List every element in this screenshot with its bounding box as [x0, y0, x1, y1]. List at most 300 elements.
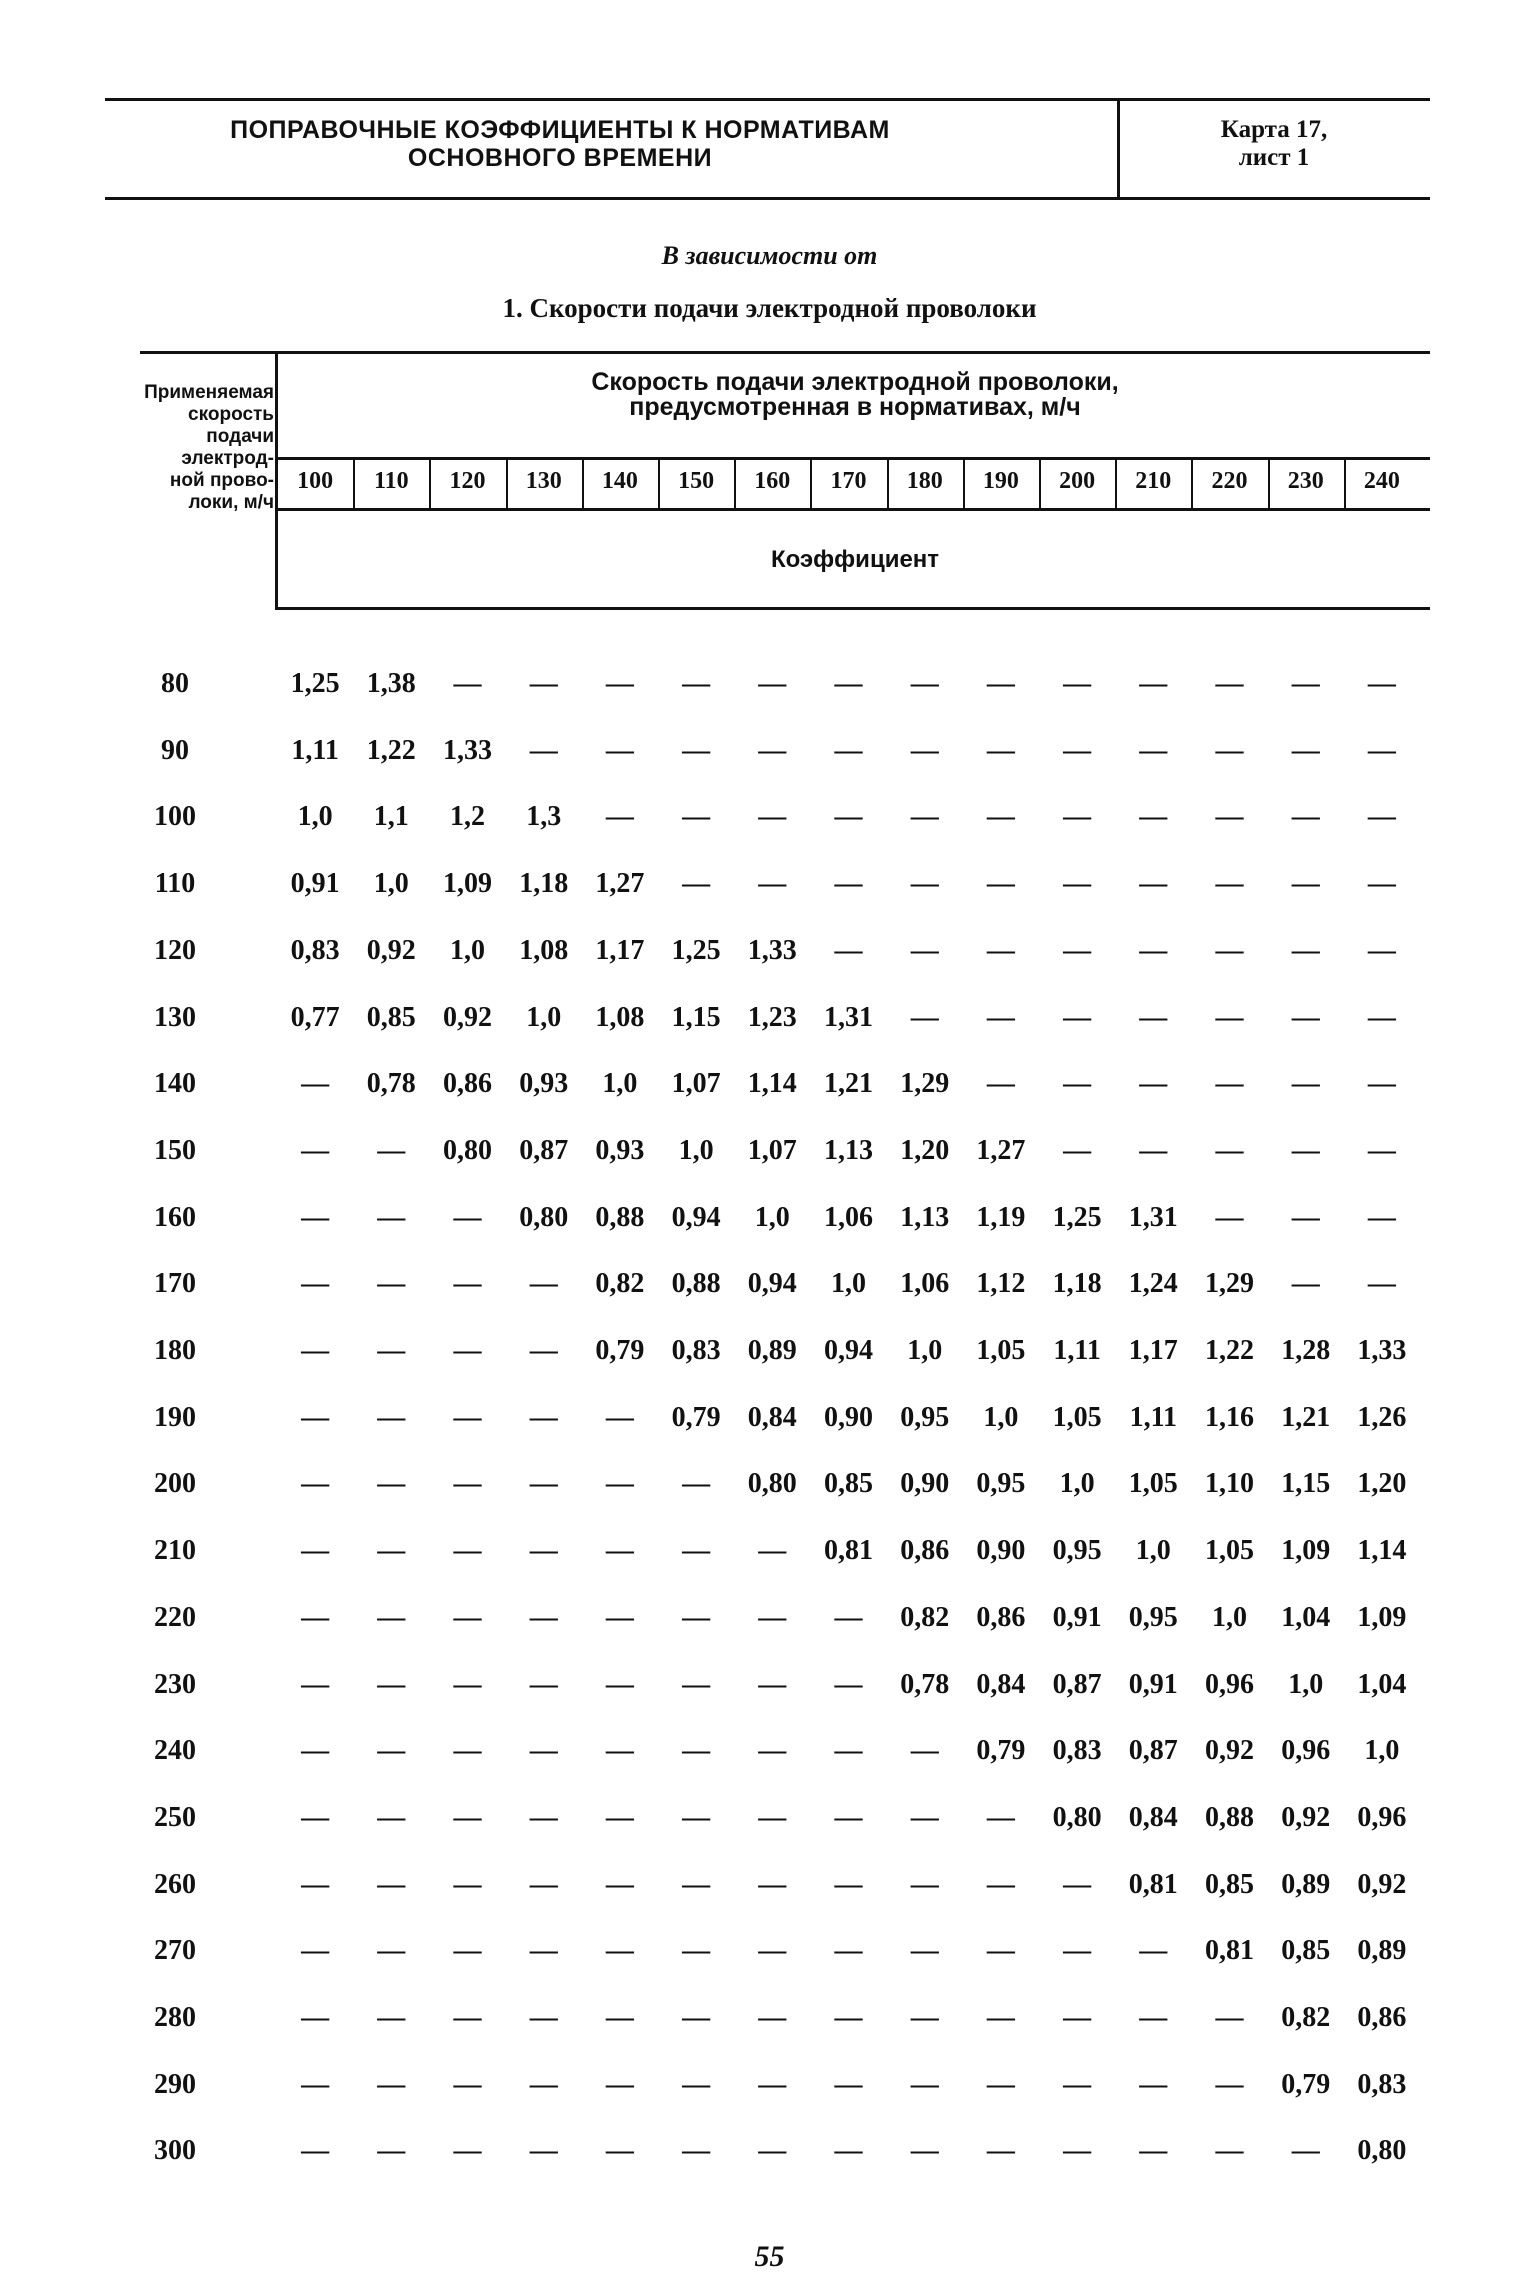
table-cell: 1,29: [900, 1068, 950, 1100]
table-cell: —: [453, 2068, 482, 2100]
table-cell: 0,92: [1281, 1801, 1331, 1833]
row-label: 140: [154, 1068, 196, 1100]
title-line-1: ПОПРАВОЧНЫЕ КОЭФФИЦИЕНТЫ К НОРМАТИВАМ: [230, 116, 890, 144]
row-label: 200: [154, 1468, 196, 1500]
table-top-rule: [140, 351, 1430, 354]
table-cell: 1,09: [1357, 1601, 1407, 1633]
column-header-cell: 200: [1059, 468, 1096, 494]
column-separator: [429, 459, 431, 509]
table-cell: —: [1215, 1201, 1244, 1233]
table-cell: —: [377, 1735, 406, 1767]
row-header-line: электрод-: [181, 448, 274, 469]
table-cell: —: [377, 2068, 406, 2100]
table-cell: —: [453, 1401, 482, 1433]
table-cell: —: [986, 1868, 1015, 1900]
table-cell: —: [1291, 668, 1320, 699]
table-cell: —: [1063, 868, 1092, 900]
table-cell: —: [758, 1535, 787, 1567]
table-cell: 0,91: [1052, 1601, 1102, 1633]
card-reference: [1124, 116, 1424, 172]
table-cell: —: [453, 668, 482, 699]
table-cell: —: [758, 2002, 787, 2033]
table-cell: —: [529, 668, 558, 699]
table-cell: 1,33: [443, 734, 492, 766]
table-cell: 0,86: [443, 1068, 492, 1100]
table-cell: —: [1367, 1201, 1396, 1233]
table-cell: 0,90: [976, 1535, 1026, 1567]
table-cell: 1,20: [900, 1134, 950, 1166]
table-cell: —: [377, 1801, 406, 1833]
table-cell: —: [834, 2068, 863, 2100]
table-cell: —: [1291, 1001, 1320, 1033]
table-cell: 1,27: [595, 868, 645, 900]
table-cell: —: [682, 801, 711, 833]
table-cell: 1,0: [907, 1335, 943, 1366]
table-cell: —: [529, 1601, 558, 1633]
table-cell: —: [301, 2135, 330, 2167]
table-cell: —: [453, 1868, 482, 1900]
table-cell: —: [1063, 1134, 1092, 1166]
table-cell: —: [1063, 668, 1092, 699]
table-cell: —: [301, 1335, 330, 1366]
table-cell: —: [682, 1468, 711, 1500]
table-cell: —: [377, 1268, 406, 1300]
table-cell: 1,24: [1128, 1268, 1178, 1300]
table-cell: —: [682, 868, 711, 900]
table-cell: —: [1063, 1068, 1092, 1100]
table-cell: —: [529, 1801, 558, 1833]
row-label: 280: [154, 2002, 196, 2033]
table-cell: —: [1367, 801, 1396, 833]
table-cell: 0,96: [1205, 1668, 1254, 1700]
table-cell: 1,11: [291, 734, 339, 766]
column-separator: [963, 459, 965, 509]
table-cell: —: [529, 1935, 558, 1967]
card-line-1: Карта 17,: [1220, 116, 1328, 143]
table-cell: 1,21: [1281, 1401, 1331, 1433]
table-cell: —: [301, 1201, 330, 1233]
column-header-cell: 120: [449, 468, 486, 494]
table-cell: —: [605, 1535, 634, 1567]
table-cell: 1,08: [595, 1001, 645, 1033]
row-header-line: подачи: [206, 426, 274, 447]
table-cell: —: [529, 1468, 558, 1500]
column-header-cell: 180: [906, 468, 943, 494]
table-cell: —: [301, 1868, 330, 1900]
table-cell: 1,09: [443, 868, 492, 900]
table-cell: —: [1215, 801, 1244, 833]
table-cell: 1,11: [1129, 1401, 1178, 1433]
table-cell: 0,88: [671, 1268, 721, 1300]
column-separator: [1115, 459, 1117, 509]
table-cell: —: [605, 734, 634, 766]
table-cell: —: [1291, 801, 1320, 833]
table-cell: —: [453, 2002, 482, 2033]
table-cell: —: [453, 1335, 482, 1366]
row-label: 250: [154, 1801, 196, 1833]
table-cell: —: [986, 734, 1015, 766]
table-cell: 1,14: [1357, 1535, 1407, 1567]
column-separator: [658, 459, 660, 509]
table-cell: —: [529, 2068, 558, 2100]
table-cell: —: [605, 1468, 634, 1500]
table-cell: —: [453, 1935, 482, 1967]
table-cell: —: [758, 868, 787, 900]
table-cell: —: [377, 1468, 406, 1500]
table-cell: 1,14: [747, 1068, 797, 1100]
table-cell: —: [834, 1801, 863, 1833]
table-cell: —: [1291, 934, 1320, 966]
table-cell: 1,17: [1128, 1335, 1178, 1366]
page-number: 55: [754, 2240, 785, 2273]
table-cell: —: [758, 668, 787, 699]
table-cell: —: [1215, 868, 1244, 900]
row-header-line: ной прово-: [169, 470, 274, 491]
table-cell: 1,0: [831, 1268, 866, 1300]
table-cell: —: [1139, 1001, 1168, 1033]
table-cell: —: [758, 801, 787, 833]
column-header-cell: 130: [525, 468, 562, 494]
column-separator: [582, 459, 584, 509]
table-cell: 1,3: [526, 801, 562, 833]
row-header-line: Применяемая: [144, 382, 274, 403]
table-cell: —: [1215, 668, 1244, 699]
table-cell: —: [986, 2068, 1015, 2100]
table-cell: —: [1063, 934, 1092, 966]
table-cell: 0,83: [671, 1335, 721, 1366]
table-cell: 1,38: [366, 668, 416, 699]
table-cell: —: [758, 1801, 787, 1833]
table-cell: —: [1291, 1201, 1320, 1233]
table-cell: 1,0: [983, 1401, 1019, 1433]
row-label: 220: [154, 1601, 196, 1633]
table-cell: —: [758, 2068, 787, 2100]
table-cell: —: [1291, 1134, 1320, 1166]
dependency-intro: В зависимости от: [661, 241, 878, 270]
table-cell: 1,18: [1052, 1268, 1102, 1300]
table-cell: —: [377, 1601, 406, 1633]
table-cell: 1,31: [1128, 1201, 1178, 1233]
table-cell: —: [301, 2002, 330, 2033]
table-cell: 0,84: [976, 1668, 1026, 1700]
table-cell: —: [910, 2135, 939, 2167]
table-cell: —: [301, 1134, 330, 1166]
table-cell: 0,92: [366, 934, 416, 966]
table-cell: 0,93: [595, 1134, 645, 1166]
table-cell: —: [377, 1868, 406, 1900]
table-cell: —: [682, 1801, 711, 1833]
table-cell: —: [758, 1735, 787, 1767]
table-cell: —: [1367, 1134, 1396, 1166]
table-cell: 0,78: [366, 1068, 416, 1100]
table-cell: 0,86: [976, 1601, 1026, 1633]
row-label: 270: [154, 1935, 196, 1967]
table-cell: —: [529, 1335, 558, 1366]
table-cell: 1,25: [1052, 1201, 1102, 1233]
table-cell: —: [1139, 734, 1168, 766]
table-cell: —: [834, 801, 863, 833]
table-cell: —: [1215, 2068, 1244, 2100]
header-bottom-rule: [105, 197, 1430, 200]
table-cell: —: [605, 1735, 634, 1767]
table-cell: —: [605, 1401, 634, 1433]
dependency-item: 1. Скорости подачи электродной проволоки: [502, 293, 1037, 323]
table-cell: 1,13: [900, 1201, 950, 1233]
document-title: [160, 116, 960, 172]
table-cell: 0,79: [976, 1735, 1026, 1767]
table-cell: 1,08: [519, 934, 569, 966]
table-cell: —: [529, 2135, 558, 2167]
table-cell: 1,10: [1205, 1468, 1254, 1500]
column-header-cell: 230: [1287, 468, 1324, 494]
table-cell: 1,19: [976, 1201, 1026, 1233]
table-cell: —: [377, 2002, 406, 2033]
row-label: 150: [154, 1134, 196, 1166]
table-cell: 1,0: [1212, 1601, 1247, 1633]
table-cell: —: [986, 801, 1015, 833]
table-cell: 1,04: [1357, 1668, 1407, 1700]
table-cell: —: [1291, 2135, 1320, 2167]
column-separator: [1268, 459, 1270, 509]
table-cell: —: [605, 668, 634, 699]
column-header-cell: 240: [1363, 468, 1400, 494]
table-cell: 1,16: [1205, 1401, 1254, 1433]
column-header-cell: 100: [297, 468, 334, 494]
table-cell: —: [301, 1468, 330, 1500]
table-cell: —: [1215, 734, 1244, 766]
column-header-cell: 150: [678, 468, 715, 494]
table-cell: —: [1063, 1868, 1092, 1900]
table-cell: —: [986, 2135, 1015, 2167]
table-cell: —: [1063, 2135, 1092, 2167]
table-cell: 1,06: [900, 1268, 950, 1300]
table-cell: 0,81: [1205, 1935, 1254, 1967]
table-cell: —: [377, 2135, 406, 2167]
table-cell: —: [758, 1868, 787, 1900]
table-cell: —: [1367, 1001, 1396, 1033]
table-cell: —: [605, 2002, 634, 2033]
header-top-rule: [105, 98, 1430, 101]
table-cell: 0,79: [595, 1335, 645, 1366]
table-cell: —: [453, 1601, 482, 1633]
table-cell: 1,0: [1288, 1668, 1324, 1700]
table-cell: —: [986, 934, 1015, 966]
column-header-cell: 140: [601, 468, 638, 494]
table-cell: —: [910, 801, 939, 833]
table-cell: 1,0: [1364, 1735, 1400, 1767]
column-separator: [353, 459, 355, 509]
table-cell: —: [1367, 868, 1396, 900]
table-cell: —: [453, 1535, 482, 1567]
row-label: 180: [154, 1335, 196, 1366]
table-cell: 0,82: [595, 1268, 645, 1300]
table-cell: 1,0: [373, 868, 409, 900]
table-cell: —: [1215, 1134, 1244, 1166]
table-cell: 1,28: [1281, 1335, 1331, 1366]
table-cell: 0,89: [1357, 1935, 1407, 1967]
table-cell: —: [910, 1001, 939, 1033]
table-cell: —: [1139, 801, 1168, 833]
table-cell: —: [301, 1401, 330, 1433]
table-cell: —: [910, 2002, 939, 2033]
table-cell: —: [453, 1735, 482, 1767]
table-cell: —: [1215, 2135, 1244, 2167]
table-cell: —: [910, 1868, 939, 1900]
table-cell: 0,84: [747, 1401, 797, 1433]
row-label: 100: [154, 801, 196, 833]
table-cell: —: [1139, 1134, 1168, 1166]
table-cell: —: [1215, 1068, 1244, 1100]
row-label: 290: [154, 2068, 196, 2100]
table-cell: —: [834, 1668, 863, 1700]
table-cell: 0,94: [671, 1201, 721, 1233]
table-cell: 0,92: [1357, 1868, 1407, 1900]
table-cell: —: [377, 1935, 406, 1967]
row-label: 170: [154, 1268, 196, 1300]
table-cell: —: [301, 2068, 330, 2100]
table-cell: 0,90: [824, 1401, 873, 1433]
row-label: 300: [154, 2135, 196, 2167]
table-cell: —: [529, 2002, 558, 2033]
table-cell: —: [682, 2068, 711, 2100]
table-cell: 1,07: [671, 1068, 721, 1100]
table-cell: 0,78: [900, 1668, 950, 1700]
table-cell: —: [986, 868, 1015, 900]
table-cell: 0,91: [1128, 1668, 1178, 1700]
table-cell: 0,91: [290, 868, 340, 900]
table-cell: —: [682, 1668, 711, 1700]
table-cell: —: [910, 934, 939, 966]
table-cell: —: [377, 1134, 406, 1166]
row-label: 240: [154, 1735, 196, 1767]
table-cell: —: [529, 1668, 558, 1700]
table-cell: —: [834, 2135, 863, 2167]
table-cell: —: [834, 668, 863, 699]
table-cell: 0,77: [290, 1001, 340, 1033]
table-cell: 1,04: [1281, 1601, 1331, 1633]
table-cell: —: [682, 2002, 711, 2033]
table-cell: 0,90: [900, 1468, 950, 1500]
table-cell: 0,88: [1205, 1801, 1254, 1833]
table-cell: —: [682, 734, 711, 766]
table-cell: —: [605, 1601, 634, 1633]
row-label: 90: [161, 734, 189, 766]
table-cell: —: [529, 1735, 558, 1767]
table-cell: 1,2: [450, 801, 485, 833]
table-cell: —: [1139, 868, 1168, 900]
table-cell: —: [301, 1068, 330, 1100]
table-cell: 1,21: [824, 1068, 873, 1100]
table-cell: 1,05: [1205, 1535, 1254, 1567]
table-cell: 0,79: [1281, 2068, 1331, 2100]
column-separator: [506, 459, 508, 509]
table-cell: 0,96: [1281, 1735, 1331, 1767]
table-cell: —: [1139, 2002, 1168, 2033]
table-cell: —: [1291, 868, 1320, 900]
table-cell: —: [910, 1801, 939, 1833]
table-cell: 0,92: [1205, 1735, 1254, 1767]
table-cell: 1,33: [747, 934, 797, 966]
table-cell: —: [682, 1868, 711, 1900]
table-cell: —: [834, 1735, 863, 1767]
column-separator: [1191, 459, 1193, 509]
table-cell: —: [1215, 2002, 1244, 2033]
table-cell: 1,11: [1053, 1335, 1101, 1366]
table-cell: —: [605, 2068, 634, 2100]
table-cell: —: [605, 1935, 634, 1967]
card-line-2: лист 1: [1238, 144, 1310, 171]
column-header-cell: 170: [830, 468, 867, 494]
table-cell: —: [301, 1668, 330, 1700]
table-cell: —: [834, 1935, 863, 1967]
table-cell: 1,05: [1128, 1468, 1178, 1500]
table-cell: —: [1367, 1268, 1396, 1300]
table-cell: —: [986, 1068, 1015, 1100]
table-cell: 1,33: [1357, 1335, 1407, 1366]
table-cell: 0,95: [976, 1468, 1026, 1500]
table-cell: 0,89: [747, 1335, 797, 1366]
table-cell: —: [910, 1735, 939, 1767]
table-cell: —: [758, 1668, 787, 1700]
table-cell: —: [910, 868, 939, 900]
table-cell: —: [605, 801, 634, 833]
table-cell: —: [986, 668, 1015, 699]
table-cell: 0,96: [1357, 1801, 1407, 1833]
table-cell: —: [1139, 668, 1168, 699]
title-line-2: ОСНОВНОГО ВРЕМЕНИ: [407, 144, 713, 172]
table-cell: 0,93: [519, 1068, 569, 1100]
table-cell: 0,83: [1357, 2068, 1407, 2100]
table-cell: —: [1063, 801, 1092, 833]
table-cell: —: [1139, 1068, 1168, 1100]
table-cell: —: [758, 1601, 787, 1633]
table-cell: —: [1063, 2002, 1092, 2033]
table-cell: —: [377, 1335, 406, 1366]
row-label: 210: [154, 1535, 196, 1567]
table-header-bottom-rule: [275, 607, 1430, 610]
row-label: 260: [154, 1868, 196, 1900]
table-cell: 1,31: [824, 1001, 873, 1033]
row-label: 130: [154, 1001, 196, 1033]
table-cell: 1,0: [526, 1001, 562, 1033]
table-cell: —: [834, 934, 863, 966]
table-cell: 0,80: [1052, 1801, 1102, 1833]
table-cell: 0,80: [1357, 2135, 1407, 2167]
table-cell: —: [682, 2135, 711, 2167]
table-cell: —: [1367, 934, 1396, 966]
table-cell: —: [910, 668, 939, 699]
table-cell: —: [301, 1735, 330, 1767]
table-cell: 0,87: [519, 1134, 569, 1166]
table-cell: —: [377, 1668, 406, 1700]
column-header-cell: 110: [373, 468, 409, 494]
table-cell: —: [1215, 934, 1244, 966]
table-cell: 0,79: [671, 1401, 721, 1433]
column-separator: [1039, 459, 1041, 509]
table-cell: 1,22: [366, 734, 416, 766]
table-cell: 0,83: [290, 934, 340, 966]
table-cell: —: [1215, 1001, 1244, 1033]
table-cell: 0,95: [1052, 1535, 1102, 1567]
table-cell: —: [529, 1401, 558, 1433]
table-cell: 1,15: [671, 1001, 721, 1033]
table-cell: —: [453, 2135, 482, 2167]
table-cell: 1,26: [1357, 1401, 1407, 1433]
table-cell: 1,0: [1135, 1535, 1171, 1567]
table-cell: 1,29: [1205, 1268, 1254, 1300]
column-header-top-rule: [277, 457, 1430, 460]
table-cell: 0,84: [1128, 1801, 1178, 1833]
